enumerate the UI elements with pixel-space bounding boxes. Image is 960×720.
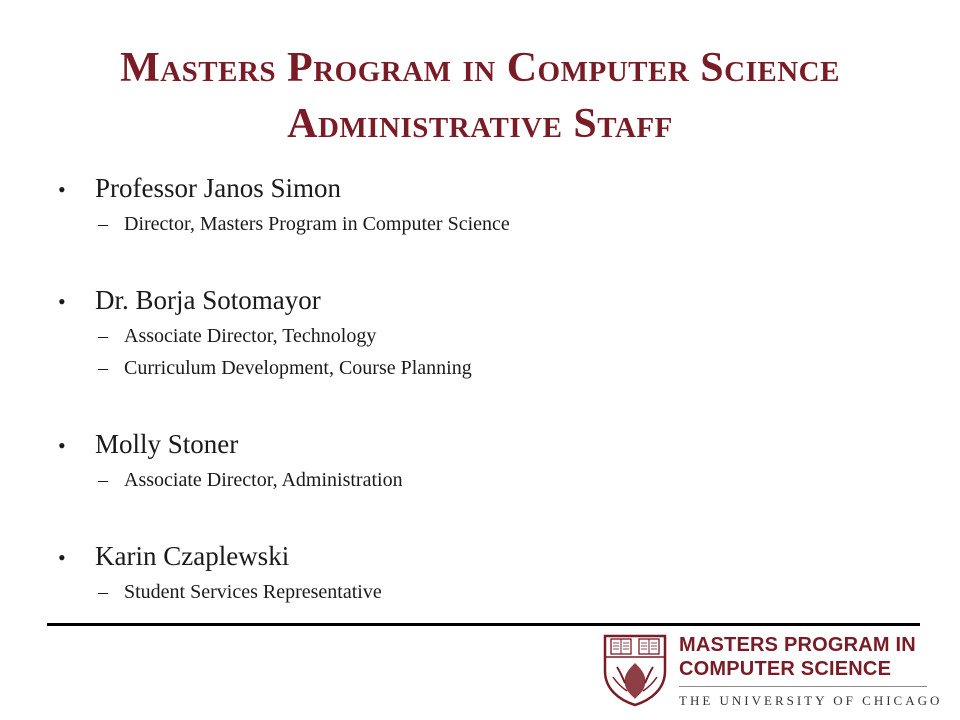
bullet-icon: • <box>58 289 66 314</box>
staff-name: Dr. Borja Sotomayor <box>95 285 321 315</box>
staff-entry-czaplewski <box>58 536 918 608</box>
staff-name: Molly Stoner <box>95 429 239 459</box>
dash-icon: – <box>98 357 108 379</box>
logo-wordmark <box>679 633 943 709</box>
slide-title-line-2: Administrative Staff <box>287 101 673 147</box>
program-logo <box>601 633 943 708</box>
logo-line-2: COMPUTER SCIENCE <box>679 658 892 680</box>
logo-separator <box>679 686 927 687</box>
staff-role-text: Student Services Representative <box>124 581 382 603</box>
staff-list <box>58 168 918 608</box>
footer-divider <box>47 623 920 626</box>
dash-icon: – <box>98 213 108 235</box>
slide-title-line-1: Masters Program in Computer Science <box>120 45 840 91</box>
staff-role-text: Curriculum Development, Course Planning <box>124 357 472 379</box>
staff-role-text: Associate Director, Technology <box>124 325 377 347</box>
staff-name: Professor Janos Simon <box>95 173 342 203</box>
staff-role-text: Director, Masters Program in Computer Science <box>124 213 510 235</box>
staff-role <box>58 352 918 384</box>
dash-icon: – <box>98 469 108 491</box>
logo-university-name: THE UNIVERSITY OF CHICAGO <box>679 693 943 708</box>
staff-role-text: Associate Director, Administration <box>124 469 403 491</box>
bullet-icon: • <box>58 545 66 570</box>
staff-role <box>58 464 918 496</box>
staff-role <box>58 576 918 608</box>
bullet-icon: • <box>58 433 66 458</box>
staff-role <box>58 208 918 240</box>
staff-role <box>58 320 918 352</box>
logo-line-1: MASTERS PROGRAM IN <box>679 634 916 656</box>
staff-name: Karin Czaplewski <box>95 541 290 571</box>
dash-icon: – <box>98 325 108 347</box>
bullet-icon: • <box>58 177 66 202</box>
slide-title <box>0 40 960 152</box>
university-crest-icon <box>601 633 669 707</box>
staff-entry-sotomayor <box>58 280 918 384</box>
staff-entry-stoner <box>58 424 918 496</box>
staff-entry-simon <box>58 168 918 240</box>
dash-icon: – <box>98 581 108 603</box>
